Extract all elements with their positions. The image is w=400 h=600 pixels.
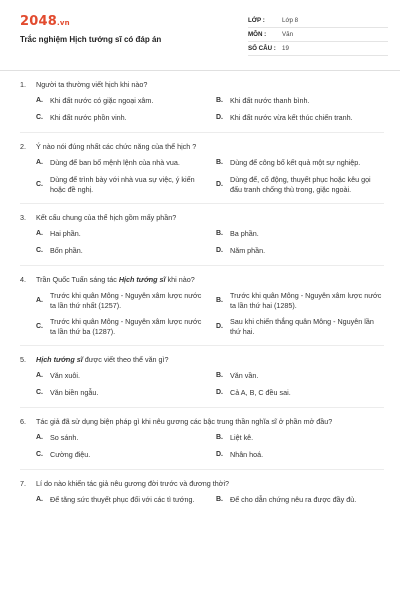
answer-option[interactable]: [36, 246, 204, 256]
answer-option[interactable]: [216, 175, 384, 194]
answer-option[interactable]: [216, 450, 384, 460]
question-prompt: [20, 80, 384, 90]
answer-text: Trước khi quân Mông - Nguyên xâm lược nước ta lần thứ ba (1287).: [50, 317, 202, 336]
answer-grid: [20, 371, 384, 398]
answer-letter: D.: [216, 451, 223, 459]
answer-letter: D.: [216, 389, 223, 397]
site-logo[interactable]: 2048.vn: [20, 14, 70, 29]
answer-option[interactable]: [36, 317, 204, 336]
answer-letter: D.: [216, 322, 223, 330]
answer-option[interactable]: [216, 388, 384, 398]
question-text-part: được viết theo thể văn gì?: [82, 355, 169, 364]
question-text-part: Lí do nào khiến tác giả nêu gương đời trước và đương thời?: [36, 479, 230, 488]
answer-text: Khi đất nước thanh bình.: [230, 96, 310, 106]
answer-text: Văn vần.: [230, 371, 259, 381]
question-item: [20, 417, 384, 470]
question-text: [36, 142, 196, 152]
question-text: [36, 213, 176, 223]
answer-option[interactable]: [216, 317, 384, 336]
document-title: Trắc nghiệm Hịch tướng sĩ có đáp án: [20, 35, 162, 44]
answer-letter: A.: [36, 97, 43, 105]
answer-option[interactable]: [36, 450, 204, 460]
document-meta: [248, 14, 388, 56]
answer-letter: C.: [36, 451, 43, 459]
answer-letter: B.: [216, 434, 223, 442]
question-number: 3.: [20, 213, 26, 222]
question-number: 7.: [20, 479, 26, 488]
answer-option[interactable]: [36, 113, 204, 123]
meta-label: LỚP :: [248, 17, 265, 24]
answer-text: Cả A, B, C đều sai.: [230, 388, 291, 398]
question-text-part: Tác giả đã sử dụng biện pháp gì khi nêu gương các bậc trung thần nghĩa sĩ ở phần mở đầu?: [36, 417, 333, 426]
answer-letter: A.: [36, 230, 43, 238]
answer-letter: A.: [36, 159, 43, 167]
answer-grid: [20, 433, 384, 460]
answer-text: Liệt kê.: [230, 433, 254, 443]
answer-letter: C.: [36, 247, 43, 255]
meta-label: SỐ CÂU :: [248, 45, 276, 52]
question-item: [20, 142, 384, 204]
question-prompt: [20, 479, 384, 489]
answer-letter: D.: [216, 180, 223, 188]
answer-option[interactable]: [216, 96, 384, 106]
meta-row: [248, 14, 388, 28]
question-item: [20, 479, 384, 514]
answer-letter: A.: [36, 372, 43, 380]
answer-letter: D.: [216, 247, 223, 255]
meta-value: 19: [282, 45, 289, 52]
answer-option[interactable]: [36, 229, 204, 239]
question-prompt: [20, 355, 384, 365]
meta-value: Văn: [282, 31, 294, 38]
answer-text: Văn xuôi.: [50, 371, 80, 381]
answer-text: Bốn phần.: [50, 246, 83, 256]
answer-letter: C.: [36, 180, 43, 188]
meta-row: [248, 28, 388, 42]
question-number: 5.: [20, 355, 26, 364]
answer-grid: [20, 495, 384, 505]
answer-option[interactable]: [36, 175, 204, 194]
answer-text: Năm phần.: [230, 246, 266, 256]
answer-text: Cường điệu.: [50, 450, 91, 460]
answer-text: Văn biền ngẫu.: [50, 388, 99, 398]
answer-grid: [20, 229, 384, 256]
answer-letter: B.: [216, 159, 223, 167]
answer-option[interactable]: [36, 388, 204, 398]
answer-letter: A.: [36, 434, 43, 442]
question-number: 1.: [20, 80, 26, 89]
question-number: 2.: [20, 142, 26, 151]
question-text-part: Kết cấu chung của thể hịch gồm mấy phần?: [36, 213, 177, 222]
answer-option[interactable]: [36, 495, 204, 505]
answer-text: Ba phần.: [230, 229, 259, 239]
question-number: 4.: [20, 275, 26, 284]
answer-letter: B.: [216, 372, 223, 380]
answer-text: Dùng để, cổ động, thuyết phục hoặc kêu gọi đấu tranh chống thù trong, giặc ngoài.: [230, 175, 371, 194]
answer-text: So sánh.: [50, 433, 79, 443]
answer-letter: B.: [216, 97, 223, 105]
answer-option[interactable]: [216, 291, 384, 310]
answer-option[interactable]: [216, 246, 384, 256]
answer-letter: B.: [216, 230, 223, 238]
answer-grid: [20, 291, 384, 336]
work-title: Hịch tướng sĩ: [36, 355, 83, 364]
answer-letter: C.: [36, 114, 43, 122]
question-item: [20, 275, 384, 346]
answer-option[interactable]: [36, 433, 204, 443]
question-prompt: [20, 275, 384, 285]
answer-text: Trước khi quân Mông - Nguyên xâm lược nước ta lần thứ hai (1285).: [230, 291, 382, 310]
question-text-part: khi nào?: [165, 275, 195, 284]
question-item: [20, 355, 384, 408]
question-text-part: Ý nào nói đúng nhất các chức năng của thể hịch ?: [36, 142, 197, 151]
answer-text: Để tăng sức thuyết phục đối với các tì tướng.: [50, 495, 195, 505]
question-text: [36, 479, 229, 489]
answer-text: Nhân hoá.: [230, 450, 264, 460]
answer-option[interactable]: [216, 113, 384, 123]
question-prompt: [20, 213, 384, 223]
page-header: [0, 0, 400, 70]
answer-text: Sau khi chiến thắng quân Mông - Nguyên lần thứ hai.: [230, 317, 374, 336]
question-text: [36, 275, 195, 285]
answer-text: Khi đất nước có giặc ngoại xâm.: [50, 96, 154, 106]
answer-letter: A.: [36, 296, 43, 304]
answer-letter: C.: [36, 389, 43, 397]
answer-grid: [20, 158, 384, 194]
answer-option[interactable]: [36, 96, 204, 106]
answer-letter: B.: [216, 296, 223, 304]
question-text-part: Người ta thường viết hịch khi nào?: [36, 80, 148, 89]
work-title: Hịch tướng sĩ: [118, 275, 166, 284]
question-prompt: [20, 142, 384, 152]
question-list: [0, 70, 400, 514]
meta-row: [248, 42, 388, 56]
answer-letter: D.: [216, 114, 223, 122]
answer-text: Khi đất nước phồn vinh.: [50, 113, 127, 123]
question-text-part: Trần Quốc Tuấn sáng tác: [36, 275, 119, 284]
answer-option[interactable]: [216, 229, 384, 239]
header-divider: [0, 70, 400, 71]
question-number: 6.: [20, 417, 26, 426]
question-text: [36, 355, 169, 365]
question-item: [20, 80, 384, 133]
answer-text: Dùng để ban bố mệnh lệnh của nhà vua.: [50, 158, 180, 168]
question-text: [36, 417, 332, 427]
answer-option[interactable]: [216, 158, 384, 168]
answer-text: Dùng để công bố kết quả một sự nghiệp.: [230, 158, 361, 168]
answer-letter: A.: [36, 496, 43, 504]
logo-suffix: .vn: [56, 19, 70, 27]
meta-value: Lớp 8: [282, 17, 299, 24]
question-text: [36, 80, 147, 90]
answer-grid: [20, 96, 384, 123]
meta-label: MÔN :: [248, 31, 267, 38]
answer-text: Trước khi quân Mông - Nguyên xâm lược nước ta lần thứ nhất (1257).: [50, 291, 202, 310]
answer-text: Khi đất nước vừa kết thúc chiến tranh.: [230, 113, 353, 123]
answer-text: Để cho dẫn chứng nêu ra được đầy đủ.: [230, 495, 357, 505]
answer-option[interactable]: [36, 371, 204, 381]
answer-letter: B.: [216, 496, 223, 504]
answer-letter: C.: [36, 322, 43, 330]
answer-option[interactable]: [36, 291, 204, 310]
answer-option[interactable]: [216, 495, 384, 505]
answer-option[interactable]: [216, 371, 384, 381]
answer-option[interactable]: [216, 433, 384, 443]
question-prompt: [20, 417, 384, 427]
answer-option[interactable]: [36, 158, 204, 168]
answer-text: Dùng để trình bày với nhà vua sự việc, ý kiến hoặc đề nghị.: [50, 175, 195, 194]
question-item: [20, 213, 384, 266]
answer-text: Hai phần.: [50, 229, 81, 239]
